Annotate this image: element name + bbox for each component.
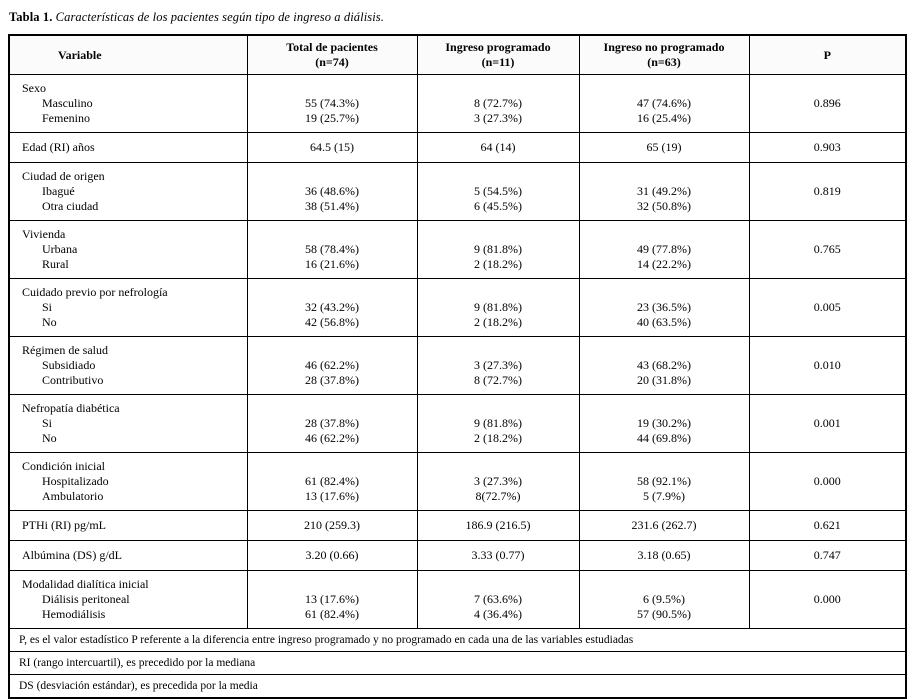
value-cell (579, 279, 749, 337)
value: 57 (90.5%) (637, 607, 691, 621)
value-spacer (586, 227, 743, 242)
col-header-p (749, 35, 906, 75)
value-cell (417, 163, 579, 221)
value-cell (247, 511, 417, 541)
p-value-cell: 0.005 (749, 279, 906, 337)
value: 231.6 (262.7) (631, 518, 697, 532)
p-value-cell: 0.747 (749, 541, 906, 571)
value: 6 (45.5%) (474, 199, 522, 213)
variable-item-label: Otra ciudad (42, 199, 99, 213)
table-row (9, 163, 906, 221)
value: 38 (51.4%) (305, 199, 359, 213)
value: 13 (17.6%) (305, 489, 359, 503)
value: 14 (22.2%) (637, 257, 691, 271)
value-cell (579, 221, 749, 279)
value-cell (579, 133, 749, 163)
value: 4 (36.4%) (474, 607, 522, 621)
footnote-text: RI (rango intercuartil), es precedido por la mediana (9, 652, 906, 675)
variable-item-label: Si (42, 300, 53, 314)
value-cell (579, 337, 749, 395)
variable-cell (9, 453, 247, 511)
value-spacer (586, 81, 743, 96)
variable-item-label: Femenino (42, 111, 90, 125)
value-spacer (424, 285, 573, 300)
value: 16 (25.4%) (637, 111, 691, 125)
value-spacer (586, 401, 743, 416)
value: 3 (27.3%) (474, 111, 522, 125)
footnote-text: P, es el valor estadístico P referente a la diferencia entre ingreso programado y no programado en cada una de las variables estudiadas (9, 629, 906, 652)
value: 23 (36.5%) (637, 300, 691, 314)
value: 13 (17.6%) (305, 592, 359, 606)
variable-group-label: Albúmina (DS) g/dL (22, 548, 122, 562)
value-cell (247, 541, 417, 571)
col-header-total (247, 35, 417, 75)
col-header-programado (417, 35, 579, 75)
col-header-n: (n=74) (315, 55, 349, 69)
value-spacer (424, 577, 573, 592)
value: 58 (78.4%) (305, 242, 359, 256)
value-spacer (424, 401, 573, 416)
table-row (9, 541, 906, 571)
variable-item-label: Contributivo (42, 373, 104, 387)
col-header-label: Variable (58, 47, 102, 62)
table-title-text: Características de los pacientes según tipo de ingreso a diálisis. (55, 10, 384, 24)
value-spacer (424, 81, 573, 96)
value: 3.33 (0.77) (471, 548, 525, 562)
value: 64.5 (15) (310, 140, 354, 154)
col-header-variable (9, 35, 247, 75)
table-row (9, 453, 906, 511)
table-row (9, 279, 906, 337)
value: 36 (48.6%) (305, 184, 359, 198)
value-cell (247, 453, 417, 511)
value: 58 (92.1%) (637, 474, 691, 488)
value-spacer (254, 401, 411, 416)
value-spacer (586, 169, 743, 184)
value-cell (247, 133, 417, 163)
value-cell (579, 541, 749, 571)
value: 8(72.7%) (475, 489, 521, 503)
value-cell (579, 511, 749, 541)
value-cell (247, 395, 417, 453)
variable-group-label: Condición inicial (22, 459, 105, 473)
variable-item-label: Rural (42, 257, 69, 271)
value: 47 (74.6%) (637, 96, 691, 110)
value: 64 (14) (480, 140, 516, 154)
value: 40 (63.5%) (637, 315, 691, 329)
variable-group-label: Modalidad dialítica inicial (22, 577, 149, 591)
variable-cell (9, 75, 247, 133)
value: 42 (56.8%) (305, 315, 359, 329)
value: 7 (63.6%) (474, 592, 522, 606)
value-spacer (254, 459, 411, 474)
value-cell (417, 279, 579, 337)
variable-cell (9, 541, 247, 571)
value: 9 (81.8%) (474, 242, 522, 256)
variable-item-label: No (42, 315, 57, 329)
patients-table (8, 34, 907, 699)
variable-item-label: Hospitalizado (42, 474, 109, 488)
value-cell (247, 163, 417, 221)
table-row (9, 511, 906, 541)
table-row (9, 221, 906, 279)
value: 43 (68.2%) (637, 358, 691, 372)
footnote-row (9, 652, 906, 675)
variable-group-label: Edad (RI) años (22, 140, 95, 154)
value-cell (579, 163, 749, 221)
variable-item-label: Ibagué (42, 184, 75, 198)
value-spacer (254, 343, 411, 358)
variable-cell (9, 337, 247, 395)
value-cell (417, 395, 579, 453)
value: 49 (77.8%) (637, 242, 691, 256)
table-title-label: Tabla 1. (9, 10, 53, 24)
p-value-cell: 0.819 (749, 163, 906, 221)
value-cell (247, 221, 417, 279)
value-cell (417, 453, 579, 511)
table-title (9, 10, 905, 25)
variable-group-label: Sexo (22, 81, 46, 95)
p-value-cell: 0.621 (749, 511, 906, 541)
p-value-cell: 0.000 (749, 453, 906, 511)
value-cell (579, 395, 749, 453)
col-header-label: Total de pacientes (286, 40, 378, 54)
value-cell (417, 571, 579, 629)
footnote-row (9, 629, 906, 652)
variable-group-label: Vivienda (22, 227, 66, 241)
value: 2 (18.2%) (474, 257, 522, 271)
variable-item-label: No (42, 431, 57, 445)
value: 19 (30.2%) (637, 416, 691, 430)
variable-cell (9, 133, 247, 163)
p-value-cell: 0.000 (749, 571, 906, 629)
p-value-cell: 0.765 (749, 221, 906, 279)
p-value-cell: 0.010 (749, 337, 906, 395)
value-spacer (586, 577, 743, 592)
value-spacer (424, 227, 573, 242)
value: 3 (27.3%) (474, 474, 522, 488)
value-cell (417, 75, 579, 133)
variable-item-label: Diálisis peritoneal (42, 592, 130, 606)
value-spacer (254, 81, 411, 96)
value: 210 (259.3) (304, 518, 360, 532)
variable-group-label: Régimen de salud (22, 343, 108, 357)
variable-item-label: Si (42, 416, 53, 430)
value-spacer (586, 343, 743, 358)
variable-cell (9, 511, 247, 541)
value: 3 (27.3%) (474, 358, 522, 372)
variable-cell (9, 571, 247, 629)
value: 19 (25.7%) (305, 111, 359, 125)
value-spacer (254, 577, 411, 592)
variable-item-label: Ambulatorio (42, 489, 104, 503)
value-spacer (254, 285, 411, 300)
variable-group-label: Cuidado previo por nefrología (22, 285, 168, 299)
variable-group-label: Ciudad de origen (22, 169, 105, 183)
value: 20 (31.8%) (637, 373, 691, 387)
value: 5 (54.5%) (474, 184, 522, 198)
variable-cell (9, 221, 247, 279)
value: 6 (9.5%) (643, 592, 685, 606)
variable-cell (9, 163, 247, 221)
col-header-label: Ingreso no programado (603, 40, 725, 54)
variable-cell (9, 279, 247, 337)
table-row (9, 133, 906, 163)
table-header (9, 35, 906, 75)
value: 28 (37.8%) (305, 373, 359, 387)
footnote-row (9, 675, 906, 699)
value: 3.18 (0.65) (637, 548, 691, 562)
value: 8 (72.7%) (474, 96, 522, 110)
value: 28 (37.8%) (305, 416, 359, 430)
table-footnotes (9, 629, 906, 699)
value: 46 (62.2%) (305, 358, 359, 372)
variable-cell (9, 395, 247, 453)
value-cell (417, 541, 579, 571)
value: 31 (49.2%) (637, 184, 691, 198)
table-row (9, 75, 906, 133)
value-cell (247, 337, 417, 395)
table-body (9, 75, 906, 629)
value-spacer (254, 169, 411, 184)
value-spacer (586, 459, 743, 474)
p-value-cell: 0.903 (749, 133, 906, 163)
value: 3.20 (0.66) (305, 548, 359, 562)
variable-group-label: Nefropatía diabética (22, 401, 120, 415)
value-spacer (254, 227, 411, 242)
value: 2 (18.2%) (474, 315, 522, 329)
col-header-n: (n=11) (481, 55, 515, 69)
value: 32 (43.2%) (305, 300, 359, 314)
col-header-label: P (823, 47, 831, 62)
value-cell (247, 571, 417, 629)
value: 32 (50.8%) (637, 199, 691, 213)
value: 2 (18.2%) (474, 431, 522, 445)
value: 16 (21.6%) (305, 257, 359, 271)
p-value-cell: 0.896 (749, 75, 906, 133)
table-row (9, 571, 906, 629)
value-cell (579, 75, 749, 133)
variable-item-label: Subsidiado (42, 358, 96, 372)
value-cell (247, 75, 417, 133)
table-row (9, 395, 906, 453)
value-cell (247, 279, 417, 337)
value: 65 (19) (646, 140, 682, 154)
value-cell (417, 511, 579, 541)
header-row (9, 35, 906, 75)
value-spacer (424, 169, 573, 184)
value: 5 (7.9%) (643, 489, 685, 503)
value-spacer (424, 459, 573, 474)
col-header-label: Ingreso programado (445, 40, 551, 54)
col-header-no-programado (579, 35, 749, 75)
value: 61 (82.4%) (305, 474, 359, 488)
value-cell (417, 221, 579, 279)
value: 61 (82.4%) (305, 607, 359, 621)
value-spacer (586, 285, 743, 300)
variable-item-label: Hemodiálisis (42, 607, 106, 621)
value-cell (579, 571, 749, 629)
variable-group-label: PTHi (RI) pg/mL (22, 518, 106, 532)
value-spacer (424, 343, 573, 358)
col-header-n: (n=63) (647, 55, 681, 69)
value-cell (417, 133, 579, 163)
value: 9 (81.8%) (474, 300, 522, 314)
table-row (9, 337, 906, 395)
value: 186.9 (216.5) (465, 518, 531, 532)
value: 9 (81.8%) (474, 416, 522, 430)
p-value-cell: 0.001 (749, 395, 906, 453)
variable-item-label: Urbana (42, 242, 78, 256)
value: 46 (62.2%) (305, 431, 359, 445)
value-cell (417, 337, 579, 395)
value-cell (579, 453, 749, 511)
footnote-text: DS (desviación estándar), es precedida por la media (9, 675, 906, 699)
variable-item-label: Masculino (42, 96, 93, 110)
value: 55 (74.3%) (305, 96, 359, 110)
value: 44 (69.8%) (637, 431, 691, 445)
value: 8 (72.7%) (474, 373, 522, 387)
